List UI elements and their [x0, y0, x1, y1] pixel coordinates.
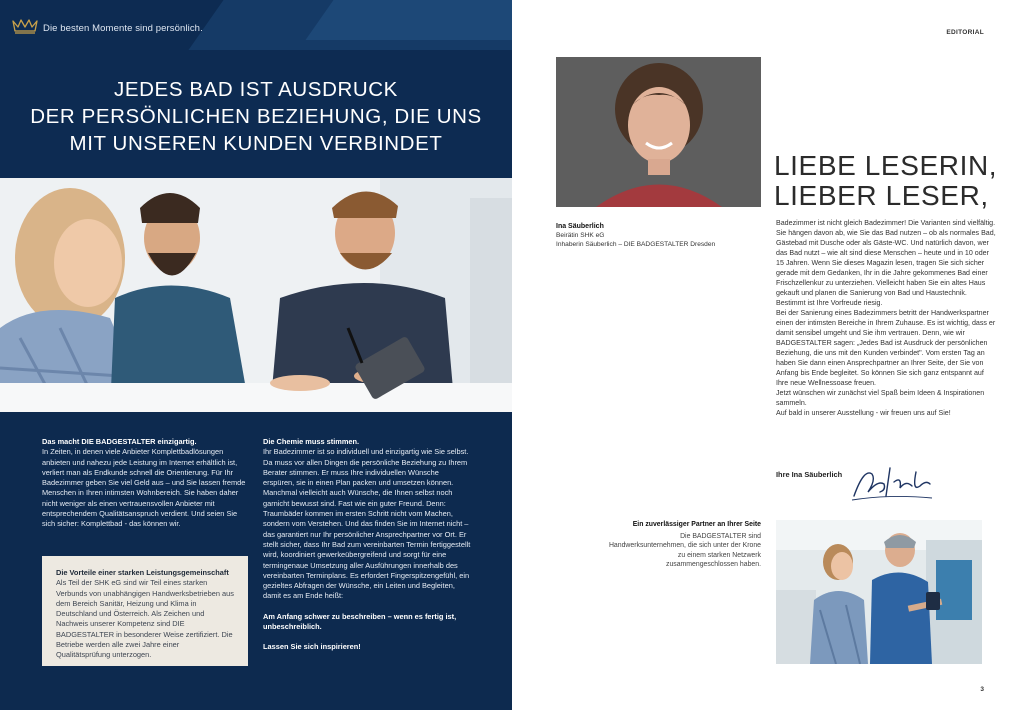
editorial-text	[776, 218, 998, 418]
caption-role: Beirätin SHK eG	[556, 232, 605, 239]
box-text: Als Teil der SHK eG sind wir Teil eines starken Verbunds von unabhängigen Handwerksbetrieben aus dem Bereich Sanitär, Heizung und Klima in Deutschland und Österreich. Als Zeichen und Nachweis unserer Kompetenz sind DIE BADGESTALTER in besonderer Weise zertifiziert. Die Betriebe werden alle zwei Jahre einer Qualitätsprüfung unterzogen.	[56, 578, 234, 660]
column-heading: Das macht DIE BADGESTALTER einzigartig.	[42, 437, 197, 446]
showroom-illustration	[776, 520, 982, 664]
caption-role: Inhaberin Säuberlich – DIE BADGESTALTER Dresden	[556, 241, 716, 248]
sign-off: Ihre Ina Säuberlich	[776, 470, 843, 479]
signature-icon	[850, 462, 934, 502]
team-photo	[0, 178, 512, 412]
partner-caption	[608, 520, 761, 570]
info-box	[42, 556, 248, 666]
column-quote: Am Anfang schwer zu beschreiben – wenn es fertig ist, unbeschreiblich.	[263, 611, 457, 632]
box-heading: Die Vorteile einer starken Leistungsgemeinschaft	[56, 568, 229, 577]
editorial-paragraph: Bei der Sanierung eines Badezimmers betritt der Handwerkspartner einen der intimsten Bereiche in Ihrem Zuhause. Es ist wichtig, dass er damit sensibel umgeht und Sie ihm vertrauen. Denn, wie wir BADGESTALTER sagen: „Jedes Bad ist Ausdruck der persönlichen Beziehung, die uns mit den Kunden verbindet". Vom ersten Tag an haben Sie dann einen Ansprechpartner an Ihrer Seite, der Sie von Anfang bis Ende begleitet. So können Sie sich ganz entspannt auf Ihre neue Wellnessoase freuen.	[776, 309, 996, 387]
portrait-caption	[556, 222, 776, 249]
column-text: Ihr Badezimmer ist so individuell und einzigartig wie Sie selbst. Da muss vor allen Dingen die persönliche Beziehung zu Ihrem Berater stimmen. Er muss Ihre individuellen Wünsche erspüren, sie in einen Plan packen und umsetzen können. Manchmal vielleicht auch Wünsche, die Ihnen selbst noch garnicht bewusst sind. Fast wie ein guter Freund. Denn: Traumbäder kommen im ersten Schritt nicht vom Machen, sondern vom Verstehen. Und das finden Sie im Internet nicht – das garantiert nur Ihr persönlicher Ansprechpartner vor Ort. Er stellt sicher, dass Ihr Bad zum vereinbarten Termin fertiggestellt wird, koordiniert gewerkeübergreifend und sorgt für eine termingenaue Umsetzung aller Ausführungen innerhalb des vereinbarten Terminplans. Es erfordert Fingerspitzengefühl, ein gezieltes Abfragen der Wünsche, ein Leiten und Begleiten, damit es am Ende heißt:	[263, 447, 471, 601]
editorial-paragraph: Jetzt wünschen wir zunächst viel Spaß beim Ideen & Inspirationen sammeln.	[776, 389, 985, 407]
partner-caption-text: Die BADGESTALTER sind Handwerksunternehmen, die sich unter der Krone zu einem starken Netzwerk zusammengeschlossen haben.	[608, 532, 761, 568]
showroom-photo	[776, 520, 982, 664]
tagline: Die besten Momente sind persönlich.	[43, 23, 203, 34]
column-chemie	[263, 437, 471, 653]
column-einzigartig	[42, 437, 248, 530]
section-label: EDITORIAL	[946, 29, 984, 36]
column-closing: Lassen Sie sich inspirieren!	[263, 642, 361, 652]
greeting-line: LIEBE LESERIN,	[774, 150, 998, 181]
team-photo-illustration	[0, 178, 512, 412]
partner-caption-heading: Ein zuverlässiger Partner an Ihrer Seite	[632, 521, 761, 528]
right-page	[512, 0, 1024, 710]
editorial-paragraph: Auf bald in unserer Ausstellung - wir freuen uns auf Sie!	[776, 409, 951, 417]
greeting-line: LIEBER LESER,	[774, 180, 989, 211]
decor-band	[305, 0, 512, 40]
crown-icon	[12, 18, 38, 34]
column-heading: Die Chemie muss stimmen.	[263, 437, 360, 446]
editorial-paragraph: Badezimmer ist nicht gleich Badezimmer! Die Varianten sind vielfältig. Sie hängen davon ab, wie Sie das Bad nutzen – ob als normales Bad, Gästebad mit Dusche oder als Gäste-WC. Und natürlich davon, wer das Bad nutzt – wie alt sind diese Menschen – heute und in 10 oder 15 Jahren. Wenn Sie dieses Magazin lesen, tragen Sie sich sicher gerade mit dem Gedanken, Ihr in die Jahre gekommenes Bad einer Frischzellenkur zu unterziehen. Vielleicht haben Sie ein altes Haus gekauft und planen die Sanierung von Bad und Haustechnik. Bestimmt ist Ihre Vorfreude riesig.	[776, 219, 996, 307]
headline	[20, 76, 492, 157]
headline-line: DER PERSÖNLICHEN BEZIEHUNG, DIE UNS	[30, 105, 482, 128]
page-number: 3	[980, 686, 984, 693]
headline-line: JEDES BAD IST AUSDRUCK	[114, 78, 398, 101]
caption-name: Ina Säuberlich	[556, 223, 604, 230]
portrait-illustration	[556, 57, 761, 207]
column-text: In Zeiten, in denen viele Anbieter Komplettbadlösungen anbieten und nahezu jede Leistung im Internet erhältlich ist, verliert man als Endkunde schnell die Orientierung. Für Ihr Badezimmer geben Sie viel Geld aus – und Sie lassen fremde Menschen in Ihren intimsten Wohnbereich. Sie haben daher nicht weniger als einen vertrauensvollen Anbieter mit entsprechendem Qualitätsanspruch verdient. Und seien Sie sich sicher: Komplettbad - das können wir.	[42, 447, 246, 529]
headline-line: MIT UNSEREN KUNDEN VERBINDET	[69, 132, 443, 155]
header-area	[0, 0, 512, 178]
portrait-photo	[556, 57, 761, 207]
greeting-title	[774, 151, 1004, 211]
